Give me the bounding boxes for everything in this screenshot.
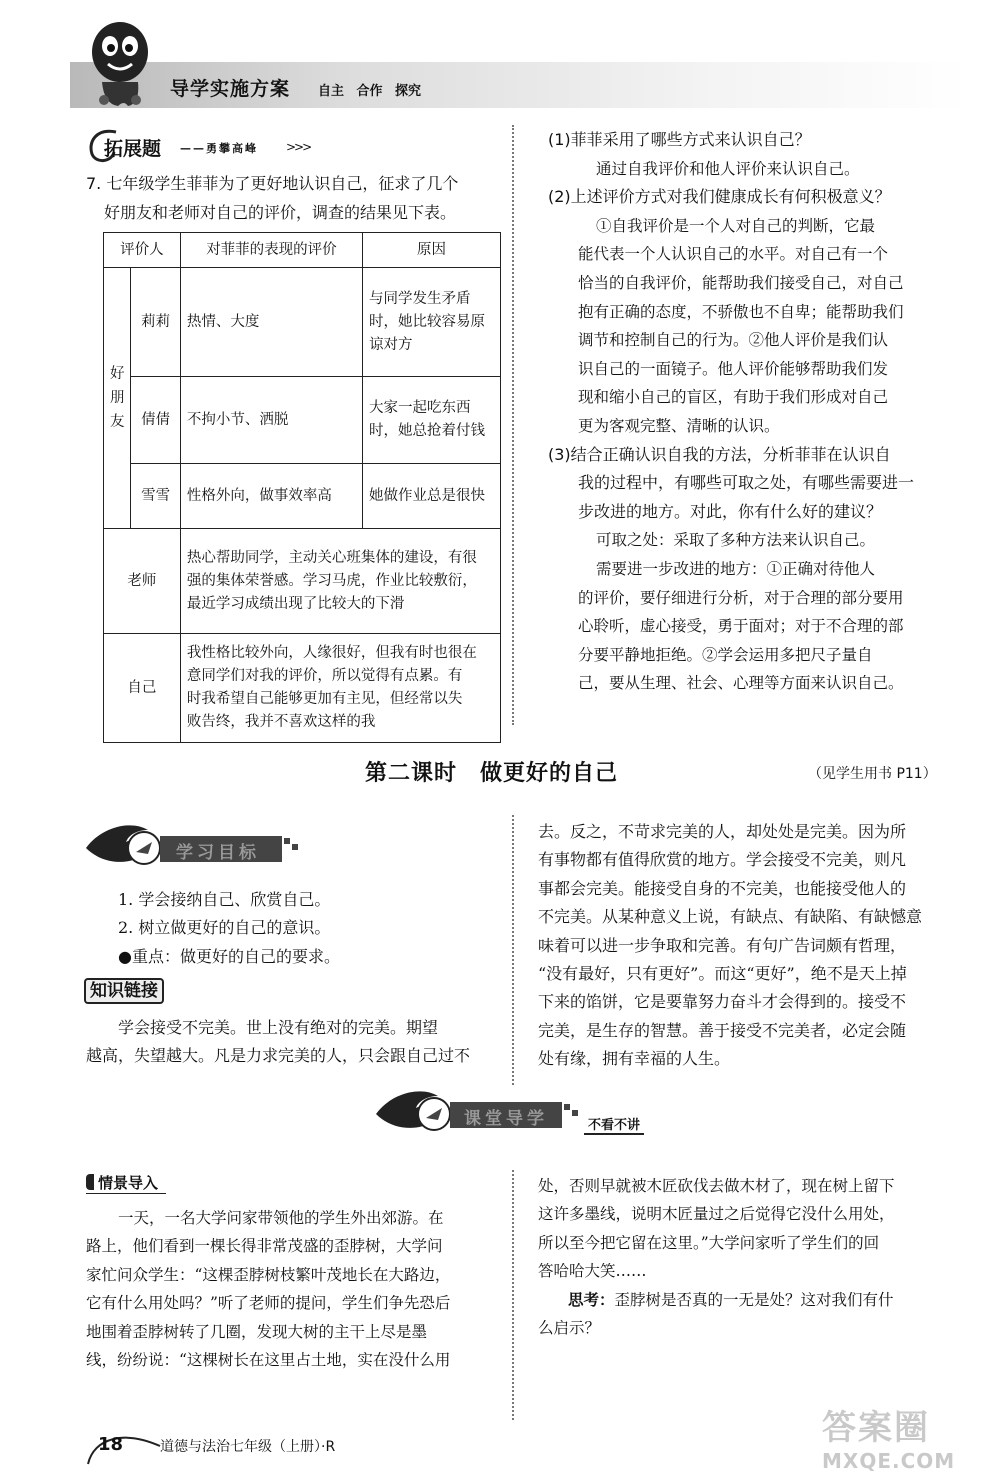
knowledge-line: 下来的馅饼，它是要靠努力奋斗才会得到的。接受不 xyxy=(538,992,907,1012)
knowledge-line: 有事物都有值得欣赏的地方。学会接受不完美，则凡 xyxy=(538,850,907,870)
scenario-line: 答哈哈大笑…… xyxy=(538,1262,647,1281)
knowledge-line: 处有缘，拥有幸福的人生。 xyxy=(538,1049,731,1069)
scenario-line: 路上，他们看到一棵长得非常茂盛的歪脖树，大学问 xyxy=(86,1237,443,1256)
self-text-line: 我性格比较外向，人缘很好，但我有时也很在 xyxy=(186,645,477,661)
mascot-logo-icon xyxy=(84,12,156,112)
self-text-line: 意同学们对我的评价，所以觉得有点累。有 xyxy=(186,668,463,684)
page-number: 18 xyxy=(98,1434,124,1455)
answer-2-line: 能代表一个人认识自己的水平。对自己有一个 xyxy=(578,245,889,264)
watermark-url: MXQE.COM xyxy=(822,1449,956,1473)
friend-name: 莉莉 xyxy=(131,268,180,377)
reason-line: 谅对方 xyxy=(369,336,413,353)
friend-evaluation: 性格外向，做事效率高 xyxy=(180,464,362,529)
scenario-line: 这许多墨线，说明木匠量过之后觉得它没什么用处， xyxy=(538,1205,895,1224)
knowledge-line: 味着可以进一步争取和完善。有句广告词颇有哲理， xyxy=(538,935,907,955)
scenario-line: 所以至今把它留在这里。”大学问家听了学生们的回 xyxy=(538,1233,880,1252)
answer-2-line: 现和缩小自己的盲区，有助于我们形成对自己 xyxy=(578,388,889,407)
scenario-line: 一天，一名大学问家带领他的学生外出郊游。在 xyxy=(118,1209,444,1227)
knowledge-line: “没有最好，只有更好”。而这“更好”，绝不是天上掉 xyxy=(538,964,907,984)
watermark-logo xyxy=(822,1400,982,1480)
self-text-line: 败告终，我并不喜欢这样的我 xyxy=(186,714,376,730)
chevrons-icon: >>> xyxy=(286,140,311,154)
self-text-line: 时我希望自己能够更加有主见，但经常以失 xyxy=(186,691,463,707)
think-text: 歪脖树是否真的一无是处？这对我们有什 xyxy=(614,1290,894,1309)
extension-question xyxy=(86,170,506,227)
teacher-label: 老师 xyxy=(104,529,181,634)
watermark-text: 答案圈 xyxy=(822,1408,930,1448)
scenario-label-box xyxy=(86,1172,166,1194)
scenario-line: 处，否则早就被木匠砍伐去做木材了，现在树上留下 xyxy=(538,1177,895,1195)
answer-3-line: 的评价，要仔细进行分析，对于合理的部分要用 xyxy=(578,588,904,607)
answer-2-line: 更为客观完整、清晰的认识。 xyxy=(578,416,780,435)
goal-item: 2. 树立做更好的自己的意识。 xyxy=(118,918,331,938)
answer-2-line: 恰当的自我评价，能帮助我们接受自己，对自己 xyxy=(578,273,904,292)
table-row xyxy=(104,377,501,464)
table-header-cell: 原因 xyxy=(363,233,501,268)
think-text: 么启示？ xyxy=(538,1319,601,1338)
table-row xyxy=(104,634,501,743)
lesson-title: 第二课时 做更好的自己 xyxy=(365,761,619,786)
think-line xyxy=(538,1286,968,1314)
scenario-line: 家忙问众学生：“这棵歪脖树枝繁叶茂地长在大路边， xyxy=(86,1265,451,1284)
scenario-line: 线，纷纷说：“这棵树长在这里占土地，实在没什么用 xyxy=(86,1351,451,1370)
teaching-badge-label: 课堂导学 xyxy=(464,1109,548,1129)
scenario-left-text xyxy=(86,1204,504,1374)
footer-swoosh-icon xyxy=(84,1428,164,1468)
scenario-label: 情景导入 xyxy=(98,1174,159,1192)
goal-key-point: ●重点：做更好的自己的要求。 xyxy=(118,946,340,966)
self-text xyxy=(180,634,500,743)
goals-badge xyxy=(82,820,314,874)
knowledge-line: 越高，失望越大。凡是力求完美的人，只会跟自己过不 xyxy=(86,1046,471,1066)
teaching-tag: 不看不讲 xyxy=(584,1114,644,1135)
evaluation-table xyxy=(103,232,501,743)
knowledge-label: 知识链接 xyxy=(84,978,164,1004)
reason-line: 时，她比较容易原 xyxy=(369,313,486,330)
column-divider-top xyxy=(512,125,514,725)
goal-item: 1. 学会接纳自己、欣赏自己。 xyxy=(118,890,331,909)
goals-list xyxy=(118,886,498,971)
table-row xyxy=(104,268,501,377)
answer-1: 通过自我评价和他人评价来认识自己。 xyxy=(596,159,860,178)
answers-block xyxy=(548,126,968,698)
extension-heading xyxy=(86,128,316,164)
friend-evaluation: 热情、大度 xyxy=(180,268,362,377)
scenario-right-text xyxy=(538,1172,968,1342)
answer-3-line: 可取之处：采取了多种方法来认识自己。 xyxy=(596,531,876,550)
footer-book-title: 道德与法治七年级（上册）·R xyxy=(160,1439,336,1455)
scenario-line: 它有什么用处吗？”听了老师的提问，学生们争先恐后 xyxy=(86,1294,451,1313)
answer-2-line: 抱有正确的态度，不骄傲也不自卑；能帮助我们 xyxy=(578,302,904,321)
reason-line: 大家一起吃东西 xyxy=(369,400,471,416)
knowledge-left-text xyxy=(86,1014,502,1071)
answer-3-line: 分要平静地拒绝。②学会运用多把尺子量自 xyxy=(578,645,873,664)
teacher-text xyxy=(180,529,500,634)
table-row xyxy=(104,464,501,529)
question-line: 7. 七年级学生菲菲为了更好地认识自己，征求了几个 xyxy=(86,174,459,193)
tab-marker-icon xyxy=(86,1174,94,1190)
question-line: 好朋友和老师对自己的评价，调查的结果见下表。 xyxy=(104,202,457,222)
self-label: 自己 xyxy=(104,634,181,743)
reason-line: 时，她总抢着付钱 xyxy=(369,423,486,439)
friend-name: 雪雪 xyxy=(131,464,180,529)
question-2: (2)上述评价方式对我们健康成长有何积极意义？ xyxy=(548,187,891,207)
teacher-text-line: 强的集体荣誉感。学习马虎，作业比较敷衍， xyxy=(186,572,477,589)
knowledge-line: 去。反之，不苛求完美的人，却处处是完美。因为所 xyxy=(538,822,907,841)
goals-badge-label: 学习目标 xyxy=(176,843,260,863)
teaching-badge xyxy=(372,1086,672,1140)
answer-3-line: 己，要从生理、社会、心理等方面来认识自己。 xyxy=(578,674,904,693)
knowledge-line: 完美，是生存的智慧。善于接受不完美者，必定会随 xyxy=(538,1020,907,1040)
group-label-cell xyxy=(104,268,131,529)
answer-3-line: 需要进一步改进的地方：①正确对待他人 xyxy=(596,559,876,578)
reason-line: 与同学发生矛盾 xyxy=(369,290,471,307)
table-header-cell: 对菲菲的表现的评价 xyxy=(180,233,362,268)
lesson-reference: （见学生用书 P11） xyxy=(808,766,937,782)
column-divider-bottom xyxy=(512,1170,514,1420)
answer-2-line: 识自己的一面镜子。他人评价能够帮助我们发 xyxy=(578,359,889,378)
friend-reason: 她做作业总是很快 xyxy=(363,464,501,529)
answer-2-line: ①自我评价是一个人对自己的判断，它最 xyxy=(596,216,876,235)
answer-3-line: 心聆听，虚心接受，勇于面对；对于不合理的部 xyxy=(578,617,904,636)
question-3-line: 我的过程中，有哪些可取之处，有哪些需要进一 xyxy=(578,473,915,493)
header-subtitle: 自主 合作 探究 xyxy=(318,84,422,99)
teacher-text-line: 热心帮助同学，主动关心班集体的建设，有很 xyxy=(186,549,477,566)
table-row xyxy=(104,529,501,634)
question-3-line: (3)结合正确认识自我的方法，分析菲菲在认识自 xyxy=(548,444,891,464)
friend-reason xyxy=(363,268,501,377)
friend-reason xyxy=(363,377,501,464)
question-1: (1)菲菲采用了哪些方式来认识自己？ xyxy=(548,130,811,149)
answer-2-line: 调节和控制自己的行为。②他人评价是我们认 xyxy=(578,331,889,350)
knowledge-line: 学会接受不完美。世上没有绝对的完美。期望 xyxy=(118,1018,439,1037)
table-header-cell: 评价人 xyxy=(104,233,181,268)
teacher-text-line: 最近学习成绩出现了比较大的下滑 xyxy=(186,595,405,612)
think-label: 思考： xyxy=(568,1289,615,1309)
knowledge-right-text xyxy=(538,818,968,1074)
question-3-line: 步改进的地方。对此，你有什么好的建议？ xyxy=(578,501,883,521)
table-header-row xyxy=(104,233,501,268)
knowledge-label-box xyxy=(84,976,164,1001)
column-divider-middle xyxy=(512,815,514,1085)
friend-name: 倩倩 xyxy=(131,377,180,464)
knowledge-line: 事都会完美。能接受自身的不完美，也能接受他人的 xyxy=(538,878,907,898)
friend-evaluation: 不拘小节、洒脱 xyxy=(180,377,362,464)
scenario-line: 地围着歪脖树转了几圈，发现大树的主干上尽是墨 xyxy=(86,1322,428,1341)
extension-tagline: ——勇攀高峰 xyxy=(180,142,258,155)
header-title: 导学实施方案 xyxy=(170,78,291,100)
knowledge-line: 不完美。从某种意义上说，有缺点、有缺陷、有缺憾意 xyxy=(538,907,923,927)
group-label: 好朋友 xyxy=(109,366,125,430)
extension-title: 拓展题 xyxy=(104,138,162,160)
